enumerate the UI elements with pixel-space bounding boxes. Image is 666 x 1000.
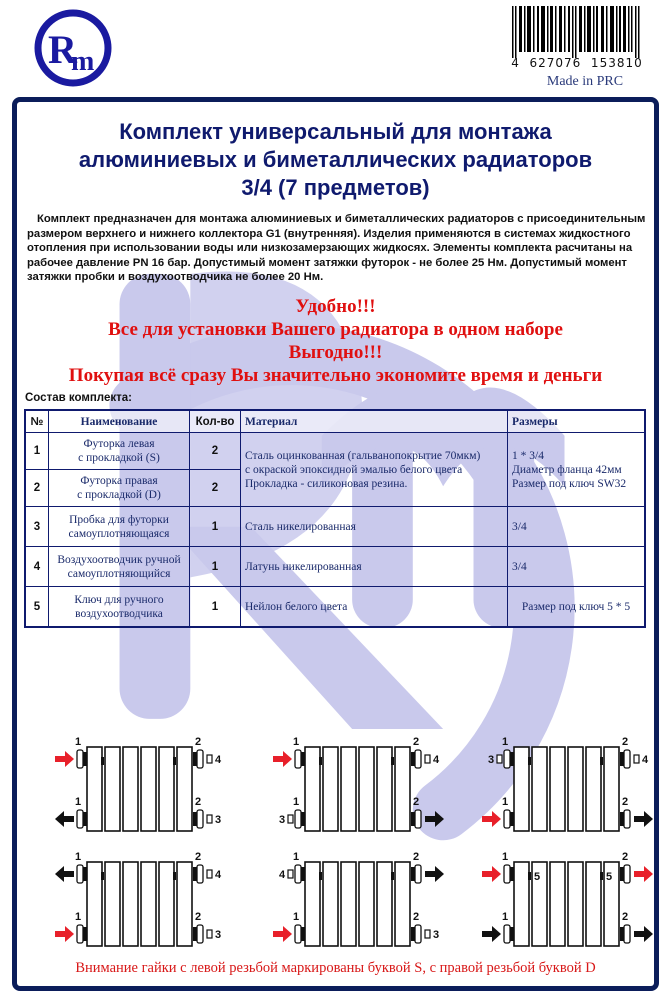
promo-line-2: Все для установки Вашего радиатора в одном наборе: [108, 319, 563, 340]
title-line-2: алюминиевых и биметаллических радиаторов: [78, 147, 593, 172]
cell-qty: 1: [190, 587, 241, 628]
origin-label: Made in PRC: [546, 74, 624, 89]
name-line-1: Футорка правая: [80, 475, 158, 487]
svg-text:2: 2: [195, 796, 202, 808]
cell-material: Нейлон белого цвета: [241, 587, 508, 628]
promo-line-1: Удобно!!!: [295, 296, 376, 317]
svg-text:2: 2: [413, 736, 420, 748]
svg-text:4: 4: [215, 754, 222, 766]
table-row: [25, 587, 645, 628]
svg-text:2: 2: [622, 736, 629, 748]
name-line-2: самоуплотняющийся: [67, 567, 171, 580]
sizes-line-3: Размер под ключ SW32: [512, 477, 627, 490]
radiator-icon: [253, 842, 453, 952]
name-line-1: Футорка левая: [83, 438, 155, 450]
material-line-1: Сталь оцинкованная (гальванопокрытие 70мкм): [245, 449, 481, 462]
cell-sizes: 3/4: [508, 507, 646, 547]
cell-qty: 2: [190, 470, 241, 507]
radiator-diagram: [253, 727, 453, 837]
name-line-1: Воздухоотводчик ручной: [57, 553, 181, 566]
sizes-line-1: 1 * 3/4: [512, 449, 544, 462]
cell-material-shared: [241, 433, 508, 507]
cell-material: Латунь никелированная: [241, 547, 508, 587]
name-line-1: Ключ для ручного: [74, 593, 164, 606]
title-line-3: 3/4 (7 предметов): [241, 175, 430, 200]
radiator-icon: [462, 727, 659, 837]
kit-label: Состав комплекта:: [25, 392, 132, 404]
cell-qty: 1: [190, 547, 241, 587]
svg-text:1: 1: [293, 851, 300, 863]
svg-text:3: 3: [215, 929, 222, 941]
cell-sizes: Размер под ключ 5 * 5: [508, 587, 646, 628]
name-line-2: самоуплотняющаяся: [68, 527, 170, 540]
table-row: [25, 433, 645, 470]
cell-no: 4: [25, 547, 49, 587]
page-title: [17, 118, 654, 202]
svg-text:4: 4: [279, 869, 286, 881]
header-material: Материал: [241, 410, 508, 433]
svg-text:1: 1: [75, 911, 82, 923]
barcode-icon: [512, 6, 642, 58]
cell-name: [49, 587, 190, 628]
cell-qty: 1: [190, 507, 241, 547]
cell-no: 1: [25, 433, 49, 470]
svg-text:1: 1: [293, 736, 300, 748]
product-description: Комплект предназначен для монтажа алюминиевых и биметаллических радиаторов с присоединительным размером верхнего и нижнего коллектора G1 (внутренняя). Изделия применяются в системах жидкостного отопления при использовании воды или низкозамерзающих жидкосях. Элементы комплекта расчитаны на рабочее давление PN 16 бар. Допустимый момент затяжки футорок - не более 25 Нм. Допустимый момент затяжки пробки и воздухоотводчика не более 20 Нм.: [27, 213, 646, 283]
material-line-2: с окраской эпоксидной эмалью белого цвета: [245, 463, 463, 476]
svg-text:1: 1: [75, 851, 82, 863]
svg-text:2: 2: [622, 911, 629, 923]
svg-text:2: 2: [413, 796, 420, 808]
header-name: Наименование: [49, 410, 190, 433]
svg-text:1: 1: [502, 851, 509, 863]
svg-text:2: 2: [413, 911, 420, 923]
promo-line-3: Выгодно!!!: [288, 342, 383, 363]
rm-logo-icon: [33, 8, 113, 88]
cell-name: [49, 470, 190, 507]
svg-text:4: 4: [433, 754, 440, 766]
svg-text:4: 4: [642, 754, 649, 766]
content: [17, 102, 654, 986]
barcode-number: 4 627076 153810: [511, 56, 643, 70]
svg-text:2: 2: [622, 796, 629, 808]
thread-notice: Внимание гайки с левой резьбой маркированы буквой S, с правой резьбой буквой D: [75, 960, 596, 976]
name-line-1: Пробка для футорки: [69, 513, 169, 526]
cell-sizes: 3/4: [508, 547, 646, 587]
connection-diagrams: [17, 727, 654, 957]
svg-text:2: 2: [195, 736, 202, 748]
cell-name: [49, 547, 190, 587]
material-line-3: Прокладка - силиконовая резина.: [245, 477, 408, 490]
name-line-2: с прокладкой (S): [78, 452, 160, 464]
svg-text:5: 5: [606, 871, 613, 883]
name-line-2: с прокладкой (D): [77, 489, 161, 501]
svg-text:5: 5: [534, 871, 541, 883]
cell-no: 3: [25, 507, 49, 547]
radiator-icon: [35, 727, 235, 837]
sizes-line-2: Диаметр фланца 42мм: [512, 463, 622, 476]
svg-text:3: 3: [488, 754, 495, 766]
svg-text:m: m: [71, 46, 95, 77]
header-no: №: [25, 410, 49, 433]
cell-name: [49, 507, 190, 547]
cell-no: 5: [25, 587, 49, 628]
title-line-1: Комплект универсальный для монтажа: [119, 119, 552, 144]
cell-qty: 2: [190, 433, 241, 470]
svg-text:2: 2: [195, 851, 202, 863]
name-line-2: воздухоотводчика: [75, 607, 163, 620]
svg-text:1: 1: [502, 736, 509, 748]
promo-line-4: Покупая всё сразу Вы значительно экономите время и деньги: [68, 365, 603, 386]
kit-table: [24, 409, 646, 628]
svg-text:3: 3: [279, 814, 286, 826]
table-row: [25, 547, 645, 587]
radiator-diagram: [253, 842, 453, 952]
cell-no: 2: [25, 470, 49, 507]
promo-block: [17, 295, 654, 387]
table-header-row: [25, 410, 645, 433]
radiator-diagram: [462, 842, 659, 952]
svg-text:3: 3: [433, 929, 440, 941]
svg-text:1: 1: [502, 911, 509, 923]
svg-text:2: 2: [195, 911, 202, 923]
cell-name: [49, 433, 190, 470]
radiator-diagram: [35, 727, 235, 837]
radiator-icon: [253, 727, 453, 837]
svg-text:1: 1: [502, 796, 509, 808]
cell-sizes-shared: [508, 433, 646, 507]
svg-text:1: 1: [293, 796, 300, 808]
svg-text:1: 1: [75, 736, 82, 748]
svg-text:1: 1: [293, 911, 300, 923]
table-row: [25, 507, 645, 547]
svg-text:2: 2: [622, 851, 629, 863]
radiator-icon: [462, 842, 659, 952]
svg-text:4: 4: [215, 869, 222, 881]
header-qty: Кол-во: [190, 410, 241, 433]
svg-text:2: 2: [413, 851, 420, 863]
radiator-icon: [35, 842, 235, 952]
svg-text:R: R: [48, 27, 77, 72]
radiator-diagram: [462, 727, 659, 837]
svg-text:1: 1: [75, 796, 82, 808]
header-sizes: Размеры: [508, 410, 646, 433]
cell-material: Сталь никелированная: [241, 507, 508, 547]
radiator-diagram: [35, 842, 235, 952]
content-frame: [12, 97, 659, 991]
svg-text:3: 3: [215, 814, 222, 826]
